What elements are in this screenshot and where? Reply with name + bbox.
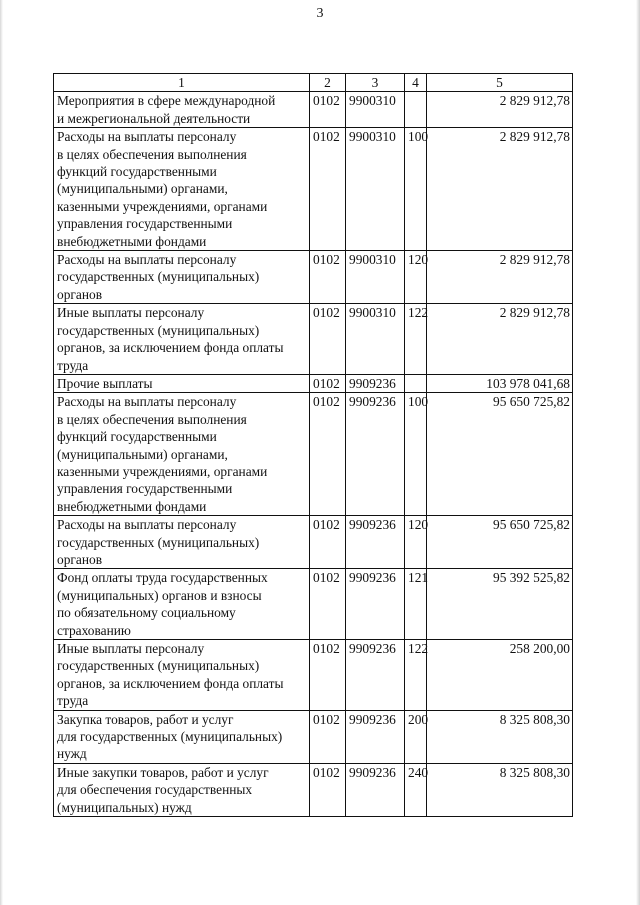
header-cell-5: 5 xyxy=(427,74,573,92)
expense-name-line: управления государственными xyxy=(57,481,233,497)
table-row xyxy=(54,710,573,763)
expense-name-line: для обеспечения государственных xyxy=(57,782,253,798)
expense-name-line: органов xyxy=(57,551,103,567)
amount-cell: 95 392 525,82 xyxy=(427,569,573,640)
table-row xyxy=(54,92,573,128)
expense-name-line: и межрегиональной деятельности xyxy=(57,110,251,126)
section-code-cell: 0102 xyxy=(310,128,346,251)
expense-name-line: нужд xyxy=(57,746,87,762)
section-code-cell: 0102 xyxy=(310,763,346,816)
section-code-cell: 0102 xyxy=(310,569,346,640)
amount-cell: 258 200,00 xyxy=(427,640,573,711)
expense-kind-cell: 122 xyxy=(405,304,427,375)
scan-edge-left xyxy=(0,0,3,905)
target-article-cell: 9909236 xyxy=(346,374,405,392)
table-header-row xyxy=(54,74,573,92)
expense-name-line: органов, за исключением фонда оплаты xyxy=(57,340,284,356)
section-code-cell: 0102 xyxy=(310,374,346,392)
expense-name-line: органов, за исключением фонда оплаты xyxy=(57,675,284,691)
expense-name-line: Фонд оплаты труда государственных xyxy=(57,570,268,586)
expense-name-line: государственных (муниципальных) xyxy=(57,534,260,550)
expense-name-cell xyxy=(54,710,310,763)
header-cell-2: 2 xyxy=(310,74,346,92)
amount-cell: 95 650 725,82 xyxy=(427,393,573,516)
expense-name-line: Расходы на выплаты персоналу xyxy=(57,252,237,268)
expense-name-line: по обязательному социальному xyxy=(57,605,236,621)
expense-name-cell xyxy=(54,569,310,640)
target-article-cell: 9900310 xyxy=(346,128,405,251)
target-article-cell: 9900310 xyxy=(346,92,405,128)
expense-name-line: (муниципальными) органами, xyxy=(57,446,228,462)
expense-kind-cell: 120 xyxy=(405,516,427,569)
section-code-cell: 0102 xyxy=(310,393,346,516)
table-row xyxy=(54,763,573,816)
header-cell-4: 4 xyxy=(405,74,427,92)
expense-name-line: (муниципальных) органов и взносы xyxy=(57,587,262,603)
expense-name-line: труда xyxy=(57,693,89,709)
section-code-cell: 0102 xyxy=(310,516,346,569)
budget-table xyxy=(53,73,573,817)
target-article-cell: 9909236 xyxy=(346,516,405,569)
expense-name-line: органов xyxy=(57,286,103,302)
table-row xyxy=(54,128,573,251)
section-code-cell: 0102 xyxy=(310,92,346,128)
expense-kind-cell: 100 xyxy=(405,128,427,251)
amount-cell: 2 829 912,78 xyxy=(427,304,573,375)
expense-name-line: Иные выплаты персоналу xyxy=(57,305,205,321)
expense-kind-cell: 100 xyxy=(405,393,427,516)
expense-kind-cell: 200 xyxy=(405,710,427,763)
target-article-cell: 9909236 xyxy=(346,710,405,763)
expense-name-line: в целях обеспечения выполнения xyxy=(57,146,247,162)
expense-kind-cell: 120 xyxy=(405,251,427,304)
target-article-cell: 9909236 xyxy=(346,763,405,816)
expense-name-line: государственных (муниципальных) xyxy=(57,658,260,674)
amount-cell: 8 325 808,30 xyxy=(427,763,573,816)
section-code-cell: 0102 xyxy=(310,304,346,375)
expense-name-cell xyxy=(54,92,310,128)
amount-cell: 8 325 808,30 xyxy=(427,710,573,763)
expense-name-line: Прочие выплаты xyxy=(57,375,153,391)
expense-name-line: функций государственными xyxy=(57,429,217,445)
amount-cell: 103 978 041,68 xyxy=(427,374,573,392)
expense-name-line: труда xyxy=(57,357,89,373)
target-article-cell: 9909236 xyxy=(346,640,405,711)
expense-kind-cell xyxy=(405,374,427,392)
expense-name-line: в целях обеспечения выполнения xyxy=(57,411,247,427)
expense-name-line: (муниципальными) органами, xyxy=(57,181,228,197)
expense-name-cell xyxy=(54,393,310,516)
amount-cell: 95 650 725,82 xyxy=(427,516,573,569)
target-article-cell: 9900310 xyxy=(346,304,405,375)
expense-kind-cell: 121 xyxy=(405,569,427,640)
expense-name-line: казенными учреждениями, органами xyxy=(57,198,268,214)
header-cell-3: 3 xyxy=(346,74,405,92)
expense-name-line: Расходы на выплаты персоналу xyxy=(57,129,237,145)
expense-name-line: Мероприятия в сфере международной xyxy=(57,93,276,109)
expense-name-line: (муниципальных) нужд xyxy=(57,799,192,815)
table-row xyxy=(54,516,573,569)
expense-name-line: государственных (муниципальных) xyxy=(57,269,260,285)
expense-name-cell xyxy=(54,251,310,304)
expense-name-line: Расходы на выплаты персоналу xyxy=(57,517,237,533)
expense-name-line: внебюджетными фондами xyxy=(57,233,207,249)
expense-name-line: страхованию xyxy=(57,622,131,638)
expense-name-line: Расходы на выплаты персоналу xyxy=(57,394,237,410)
expense-name-cell xyxy=(54,516,310,569)
expense-name-line: Иные выплаты персоналу xyxy=(57,641,205,656)
section-code-cell: 0102 xyxy=(310,710,346,763)
amount-cell: 2 829 912,78 xyxy=(427,92,573,128)
table-row xyxy=(54,640,573,711)
section-code-cell: 0102 xyxy=(310,251,346,304)
scan-edge-right xyxy=(636,0,640,905)
amount-cell: 2 829 912,78 xyxy=(427,128,573,251)
expense-name-line: Закупка товаров, работ и услуг xyxy=(57,711,234,727)
page-number: 3 xyxy=(316,6,324,21)
expense-name-cell xyxy=(54,640,310,711)
header-cell-1: 1 xyxy=(54,74,310,92)
expense-name-line: внебюджетными фондами xyxy=(57,498,207,514)
target-article-cell: 9909236 xyxy=(346,393,405,516)
table-row xyxy=(54,304,573,375)
expense-name-line: для государственных (муниципальных) xyxy=(57,729,283,745)
expense-name-line: государственных (муниципальных) xyxy=(57,322,260,338)
expense-name-line: казенными учреждениями, органами xyxy=(57,463,268,479)
expense-name-line: управления государственными xyxy=(57,216,233,232)
expense-name-cell xyxy=(54,763,310,816)
table-row xyxy=(54,374,573,392)
expense-name-line: Иные закупки товаров, работ и услуг xyxy=(57,764,269,780)
expense-name-line: функций государственными xyxy=(57,164,217,180)
table-row xyxy=(54,393,573,516)
target-article-cell: 9900310 xyxy=(346,251,405,304)
expense-name-cell xyxy=(54,128,310,251)
expense-kind-cell: 240 xyxy=(405,763,427,816)
amount-cell: 2 829 912,78 xyxy=(427,251,573,304)
target-article-cell: 9909236 xyxy=(346,569,405,640)
table-row xyxy=(54,251,573,304)
expense-name-cell xyxy=(54,374,310,392)
budget-table-body xyxy=(54,74,573,817)
table-row xyxy=(54,569,573,640)
section-code-cell: 0102 xyxy=(310,640,346,711)
expense-kind-cell xyxy=(405,92,427,128)
expense-name-cell xyxy=(54,304,310,375)
expense-kind-cell: 122 xyxy=(405,640,427,711)
